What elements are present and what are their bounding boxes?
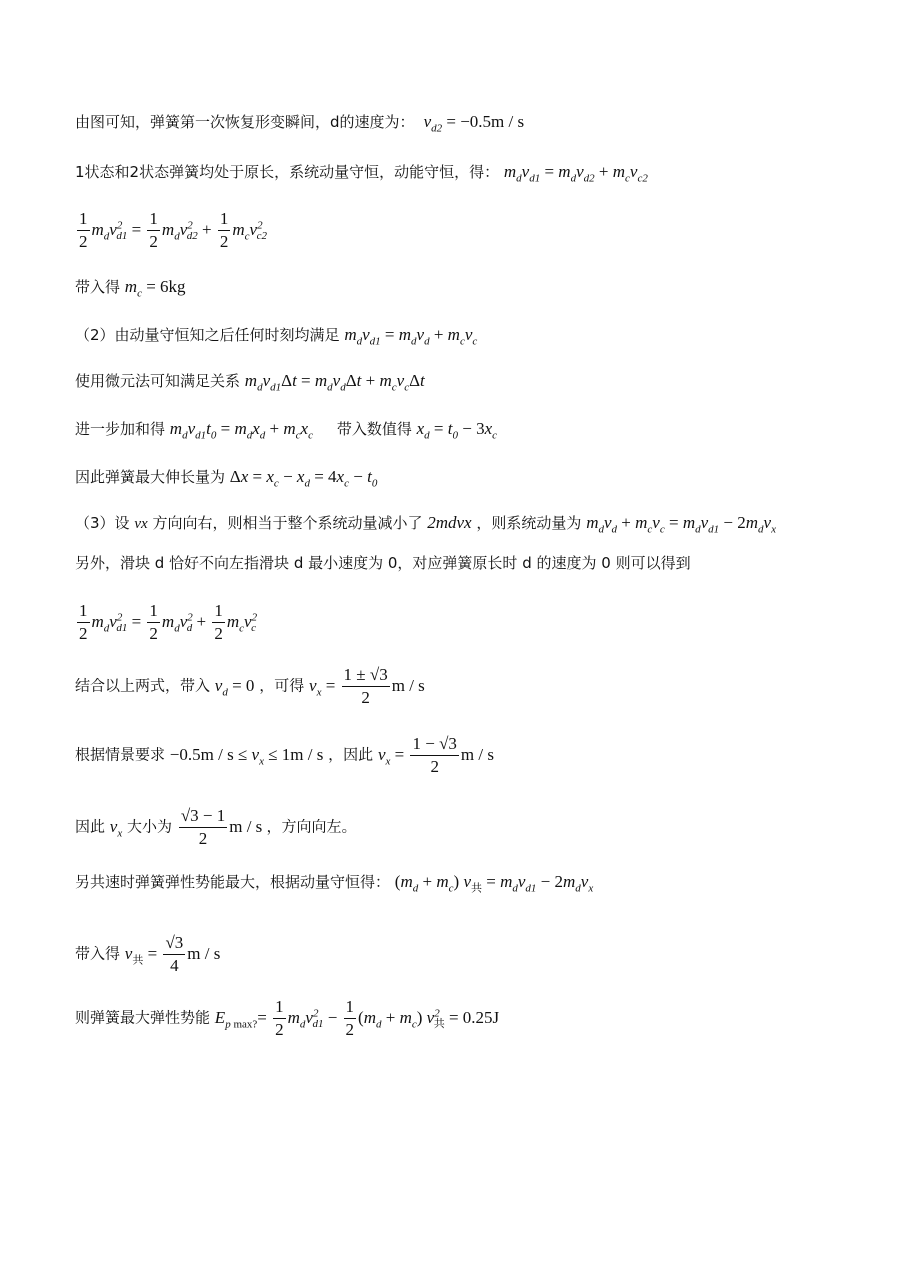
common-velocity-result: $v_共$ = $\frac{√3}{4}$ m / s — [124, 933, 221, 976]
line-9-text-c: ，则系统动量为 — [476, 514, 582, 532]
line-8 — [75, 468, 377, 489]
line-9-text-a: （3）设 — [75, 514, 130, 532]
line-16 — [75, 932, 220, 977]
line-14 — [75, 805, 357, 850]
vx-magnitude-formula: $\frac{√3 - 1}{2}$ m / s — [180, 806, 263, 849]
line-3 — [75, 208, 267, 253]
vd-zero: $v_d = 0$ — [214, 675, 255, 698]
line-9 — [75, 514, 776, 535]
energy-conservation-formula: $\frac{1}{2}$ $m_dv^2_{d1}$ = $\frac{1}{2}$ $m_dv^2_d$ + $\frac{1}{2}$ $m_cv^2_c$ — [79, 601, 258, 644]
line-4 — [75, 278, 186, 299]
line-5 — [75, 326, 477, 347]
kinetic-energy-formula: $\frac{1}{2}$ $m_dv^2_{d1}$ = $\frac{1}{2}$ $m_dv^2_{d2}$ + $\frac{1}{2}$ $m_cv^2_{c2}$ — [79, 209, 267, 252]
line-14-text-a: 因此 — [75, 817, 106, 836]
line-12-text-b: ，可得 — [259, 676, 305, 695]
vx-solutions-formula: $v_x$ = $\frac{1 \pm √3}{2}$ m / s — [309, 665, 425, 708]
displacement-formula: $x_d = t_0 - 3x_c$ — [416, 419, 498, 442]
line-8-text: 因此弹簧最大伸长量为 — [75, 468, 226, 486]
line-5-text: （2）由动量守恒知之后任何时刻均满足 — [75, 326, 340, 344]
line-10 — [75, 556, 691, 571]
vx-symbol: $v_x$ — [109, 816, 123, 839]
line-6-text: 使用微元法可知满足关系 — [75, 372, 241, 390]
line-17-text: 则弹簧最大弹性势能 — [75, 1008, 211, 1027]
vx-range-formula: $-0.5m / s \le v_x \le 1m / s$ — [169, 744, 324, 767]
line-6 — [75, 372, 425, 393]
line-17 — [75, 996, 499, 1041]
line-16-text: 带入得 — [75, 944, 121, 963]
line-1 — [75, 113, 524, 134]
micro-element-formula: $m_dv_{d1}\Delta t = m_dv_d\Delta t + m_cv_c\Delta t$ — [244, 371, 425, 394]
line-2-text: 1状态和2状态弹簧均处于原长，系统动量守恒，动能守恒，得： — [75, 163, 500, 181]
line-9-momentum-loss: 2mdvx — [427, 513, 472, 532]
line-7-text-b: 带入数值得 — [336, 420, 412, 438]
line-9-text-b: 方向向右，则相当于整个系统动量减小了 — [152, 514, 423, 532]
system-momentum-formula: $m_dv_d + m_cv_c = m_dv_{d1} - 2m_dv_x$ — [586, 513, 776, 536]
line-11 — [75, 600, 256, 645]
vx-result-formula: $v_x$ = $\frac{1 - √3}{2}$ m / s — [377, 734, 494, 777]
line-13-text-b: ，因此 — [328, 745, 374, 764]
line-15 — [75, 873, 593, 894]
velocity-d2-formula: $v_{d2} = -0.5m / s$ — [419, 112, 525, 135]
max-elastic-energy-formula: $E_{p max?}=$ $\frac{1}{2}$ $m_dv^2_{d1}$ − $\frac{1}{2}$ $(m_d + m_c) v^2_共 = 0.25J$ — [214, 997, 500, 1040]
mass-c-result: $m_c = 6kg$ — [124, 277, 186, 300]
max-stretch-formula: $\Delta x = x_c - x_d = 4x_c - t_0$ — [229, 467, 378, 490]
line-13 — [75, 733, 494, 778]
line-1-text: 由图可知，弹簧第一次恢复形变瞬间，d的速度为： — [75, 113, 415, 131]
common-velocity-formula: $(m_d + m_c) v_共 = m_dv_{d1} - 2m_dv_x$ — [394, 872, 594, 895]
line-14-text-c: ，方向向左。 — [266, 817, 357, 836]
momentum-conservation-formula: $m_dv_{d1} = m_dv_{d2} + m_cv_{c2}$ — [503, 162, 648, 185]
momentum-any-time-formula: $m_dv_{d1} = m_dv_d + m_cv_c$ — [344, 325, 478, 348]
summation-formula: $m_dv_{d1}t_0 = m_dx_d + m_cx_c$ — [169, 419, 313, 442]
line-7 — [75, 420, 497, 441]
line-15-text: 另共速时弹簧弹性势能最大，根据动量守恒得： — [75, 873, 391, 891]
line-13-text-a: 根据情景要求 — [75, 745, 166, 764]
line-7-text-a: 进一步加和得 — [75, 420, 166, 438]
line-12 — [75, 664, 425, 709]
line-2 — [75, 163, 648, 184]
line-9-var: vx — [134, 516, 148, 532]
line-14-text-b: 大小为 — [127, 817, 173, 836]
line-4-text: 带入得 — [75, 278, 121, 296]
line-10-text: 另外，滑块 d 恰好不向左指滑块 d 最小速度为 0，对应弹簧原长时 d 的速度为 0 则可以得到 — [75, 554, 691, 572]
line-12-text-a: 结合以上两式，带入 — [75, 676, 211, 695]
